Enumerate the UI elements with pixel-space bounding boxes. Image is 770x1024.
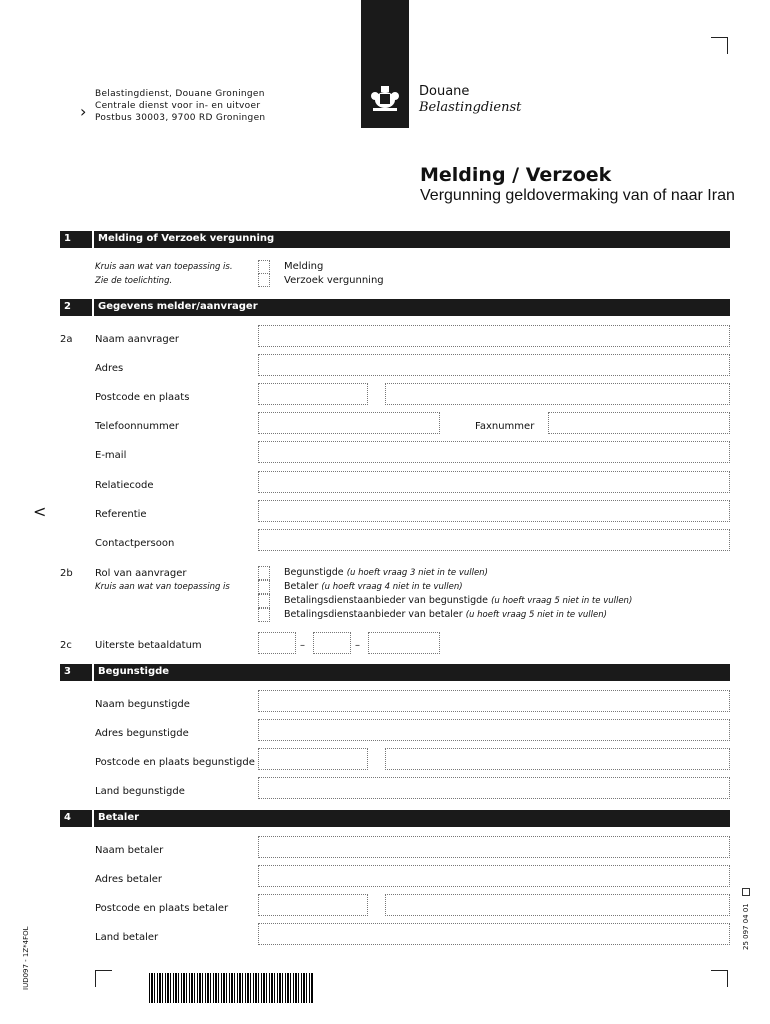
section-header-1 — [60, 231, 730, 248]
telefoon-field[interactable] — [258, 412, 440, 434]
subsection-number: 2a — [60, 334, 73, 345]
brand-belastingdienst: Belastingdienst — [419, 100, 522, 115]
referentie-field[interactable] — [258, 500, 730, 522]
postcode-field[interactable] — [258, 383, 368, 405]
checkbox-rol-begunstigde[interactable] — [258, 566, 270, 580]
form-marker — [742, 888, 750, 896]
field-label: Postcode en plaats — [95, 392, 190, 403]
subsection-number: 2c — [60, 640, 72, 651]
hint-text: Kruis aan wat van toepassing is — [95, 582, 230, 592]
field-label: Land betaler — [95, 932, 159, 943]
crop-mark — [711, 970, 728, 987]
dag-field[interactable] — [258, 632, 296, 654]
land-betaler-field[interactable] — [258, 923, 730, 945]
field-label: Telefoonnummer — [95, 421, 180, 432]
email-field[interactable] — [258, 441, 730, 463]
rol-option: Begunstigde (u hoeft vraag 3 niet in te vullen) — [284, 567, 488, 578]
adres-betaler-field[interactable] — [258, 865, 730, 887]
subsection-number: 2b — [60, 568, 73, 579]
naam-aanvrager-field[interactable] — [258, 325, 730, 347]
address-line: Postbus 30003, 9700 RD Groningen — [95, 113, 266, 123]
address-line: Belastingdienst, Douane Groningen — [95, 89, 265, 99]
divider — [92, 231, 94, 248]
section-number: 2 — [64, 301, 71, 312]
naam-betaler-field[interactable] — [258, 836, 730, 858]
field-label: Rol van aanvrager — [95, 568, 187, 579]
page-subtitle: Vergunning geldovermaking van of naar Iran — [420, 187, 735, 204]
divider — [92, 810, 94, 827]
section-title: Betaler — [98, 812, 140, 823]
section-header-4 — [60, 810, 730, 827]
contactpersoon-field[interactable] — [258, 529, 730, 551]
field-label: Faxnummer — [475, 421, 535, 432]
adres-field[interactable] — [258, 354, 730, 376]
date-separator: – — [300, 640, 305, 651]
rol-option: Betalingsdienstaanbieder van betaler (u hoeft vraag 5 niet in te vullen) — [284, 609, 607, 620]
plaats-begunstigde-field[interactable] — [385, 748, 730, 770]
field-label: Referentie — [95, 509, 147, 520]
adres-begunstigde-field[interactable] — [258, 719, 730, 741]
field-label: Adres begunstigde — [95, 728, 189, 739]
divider — [92, 299, 94, 316]
postcode-betaler-field[interactable] — [258, 894, 368, 916]
plaats-field[interactable] — [385, 383, 730, 405]
crop-mark — [711, 37, 728, 54]
field-label: Naam betaler — [95, 845, 164, 856]
rol-option: Betaler (u hoeft vraag 4 niet in te vullen) — [284, 581, 463, 592]
checkbox-verzoek[interactable] — [258, 273, 270, 287]
date-separator: – — [355, 640, 360, 651]
section-title: Melding of Verzoek vergunning — [98, 233, 275, 244]
field-label: Naam begunstigde — [95, 699, 190, 710]
option-label: Melding — [284, 261, 324, 272]
form-code-right: 25 097 04 01 — [742, 903, 750, 950]
section-header-3 — [60, 664, 730, 681]
rol-option: Betalingsdienstaanbieder van begunstigde (u hoeft vraag 5 niet in te vullen) — [284, 595, 633, 606]
address-line: Centrale dienst voor in- en uitvoer — [95, 101, 261, 111]
field-label: Relatiecode — [95, 480, 154, 491]
naam-begunstigde-field[interactable] — [258, 690, 730, 712]
maand-field[interactable] — [313, 632, 351, 654]
divider — [92, 664, 94, 681]
coat-of-arms-icon — [361, 0, 409, 128]
field-label: Postcode en plaats begunstigde — [95, 757, 255, 768]
jaar-field[interactable] — [368, 632, 440, 654]
field-label: Postcode en plaats betaler — [95, 903, 229, 914]
field-label: Uiterste betaaldatum — [95, 640, 202, 651]
checkbox-melding[interactable] — [258, 260, 270, 274]
checkbox-rol-bda-begunstigde[interactable] — [258, 594, 270, 608]
section-title: Gegevens melder/aanvrager — [98, 301, 258, 312]
fold-mark: < — [33, 502, 47, 521]
section-title: Begunstigde — [98, 666, 170, 677]
section-number: 3 — [64, 666, 71, 677]
field-label: Adres betaler — [95, 874, 163, 885]
hint-text: Kruis aan wat van toepassing is. — [95, 262, 233, 272]
field-label: Naam aanvrager — [95, 334, 180, 345]
barcode — [149, 973, 314, 1003]
field-label: Adres — [95, 363, 124, 374]
fax-field[interactable] — [548, 412, 730, 434]
logo — [361, 0, 409, 128]
crop-mark — [95, 970, 112, 987]
hint-text: Zie de toelichting. — [95, 276, 173, 286]
plaats-betaler-field[interactable] — [385, 894, 730, 916]
relatiecode-field[interactable] — [258, 471, 730, 493]
section-number: 4 — [64, 812, 71, 823]
section-header-2 — [60, 299, 730, 316]
postcode-begunstigde-field[interactable] — [258, 748, 368, 770]
field-label: Contactpersoon — [95, 538, 175, 549]
chevron-right-icon: › — [80, 102, 87, 121]
field-label: E-mail — [95, 450, 127, 461]
page-title: Melding / Verzoek — [420, 164, 612, 186]
brand-douane: Douane — [419, 84, 470, 99]
section-number: 1 — [64, 233, 71, 244]
field-label: Land begunstigde — [95, 786, 185, 797]
form-code-left: IUD097 - 1Z*4FOL — [22, 926, 30, 990]
checkbox-rol-betaler[interactable] — [258, 580, 270, 594]
option-label: Verzoek vergunning — [284, 275, 384, 286]
checkbox-rol-bda-betaler[interactable] — [258, 608, 270, 622]
land-begunstigde-field[interactable] — [258, 777, 730, 799]
